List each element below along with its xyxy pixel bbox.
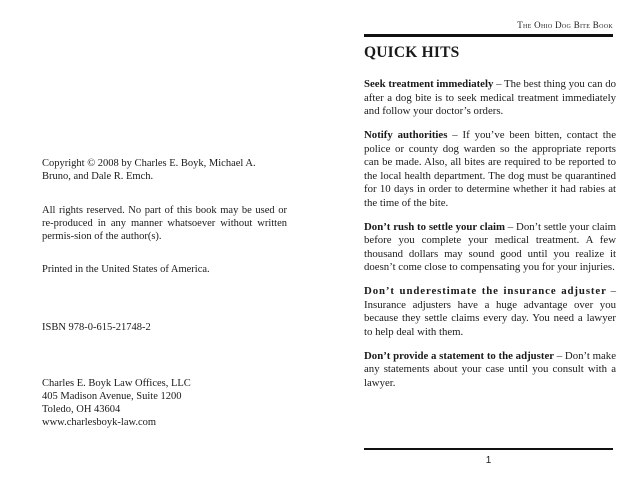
quick-hit-text: – Don’t settle your claim before you complete your medical treatment. A few thousand dollars may sound good until you realize it doesn’t come close to compensating you for your injuries. [364, 220, 616, 274]
isbn: ISBN 978-0-615-21748-2 [42, 322, 151, 333]
quick-hit-item [364, 350, 616, 391]
running-head: The Ohio Dog Bite Book [517, 20, 613, 30]
page-number: 1 [485, 455, 492, 466]
printed-in-statement: Printed in the United States of America. [42, 264, 210, 275]
quick-hit-item [364, 78, 616, 119]
publisher-address [42, 377, 287, 429]
quick-hit-heading: Don’t rush to settle your claim [364, 220, 505, 233]
address-line-website: www.charlesboyk-law.com [42, 417, 157, 428]
quick-hit-text: – The best thing you can do after a dog bite is to seek medical treatment immediately and follow your doctor’s orders. [364, 78, 616, 117]
quick-hit-heading: Don’t provide a statement to the adjuster [364, 349, 555, 362]
quick-hit-text: – If you’ve been bitten, contact the police or county dog warden so the appropriate reports can be made. Also, all bites are required to be reported to the local health department. The dog must be quarantined for 10 days in order to determine whether it had rabies at the time of the bite. [364, 129, 616, 209]
quick-hit-heading: Notify authorities [364, 129, 448, 142]
quick-hits-list [364, 78, 616, 401]
top-rule [364, 34, 613, 37]
quick-hit-item [364, 129, 616, 210]
bottom-rule [364, 448, 613, 450]
quick-hit-heading: Don’t underestimate the insurance adjuster [364, 285, 607, 298]
rights-statement: All rights reserved. No part of this book may be used or re-produced in any manner whatsoever without written permis-sion of the author(s). [42, 205, 287, 242]
quick-hit-heading: Seek treatment immediately [364, 78, 494, 90]
address-line-city: Toledo, OH 43604 [42, 404, 121, 415]
copyright-notice: Copyright © 2008 by Charles E. Boyk, Michael A. Bruno, and Dale R. Emch. [42, 158, 256, 182]
quick-hit-text: – Insurance adjusters have a huge advantage over you because they settle claims every day. You need a lawyer to help deal with them. [364, 285, 616, 338]
address-line-firm: Charles E. Boyk Law Offices, LLC [42, 378, 191, 389]
quick-hit-text: – Don’t make any statements about your case until you consult with a lawyer. [364, 349, 617, 389]
address-line-street: 405 Madison Avenue, Suite 1200 [42, 391, 182, 402]
quick-hit-item [364, 285, 616, 339]
quick-hits-page [319, 0, 638, 493]
section-title: QUICK HITS [364, 44, 460, 61]
quick-hit-item [364, 221, 616, 275]
